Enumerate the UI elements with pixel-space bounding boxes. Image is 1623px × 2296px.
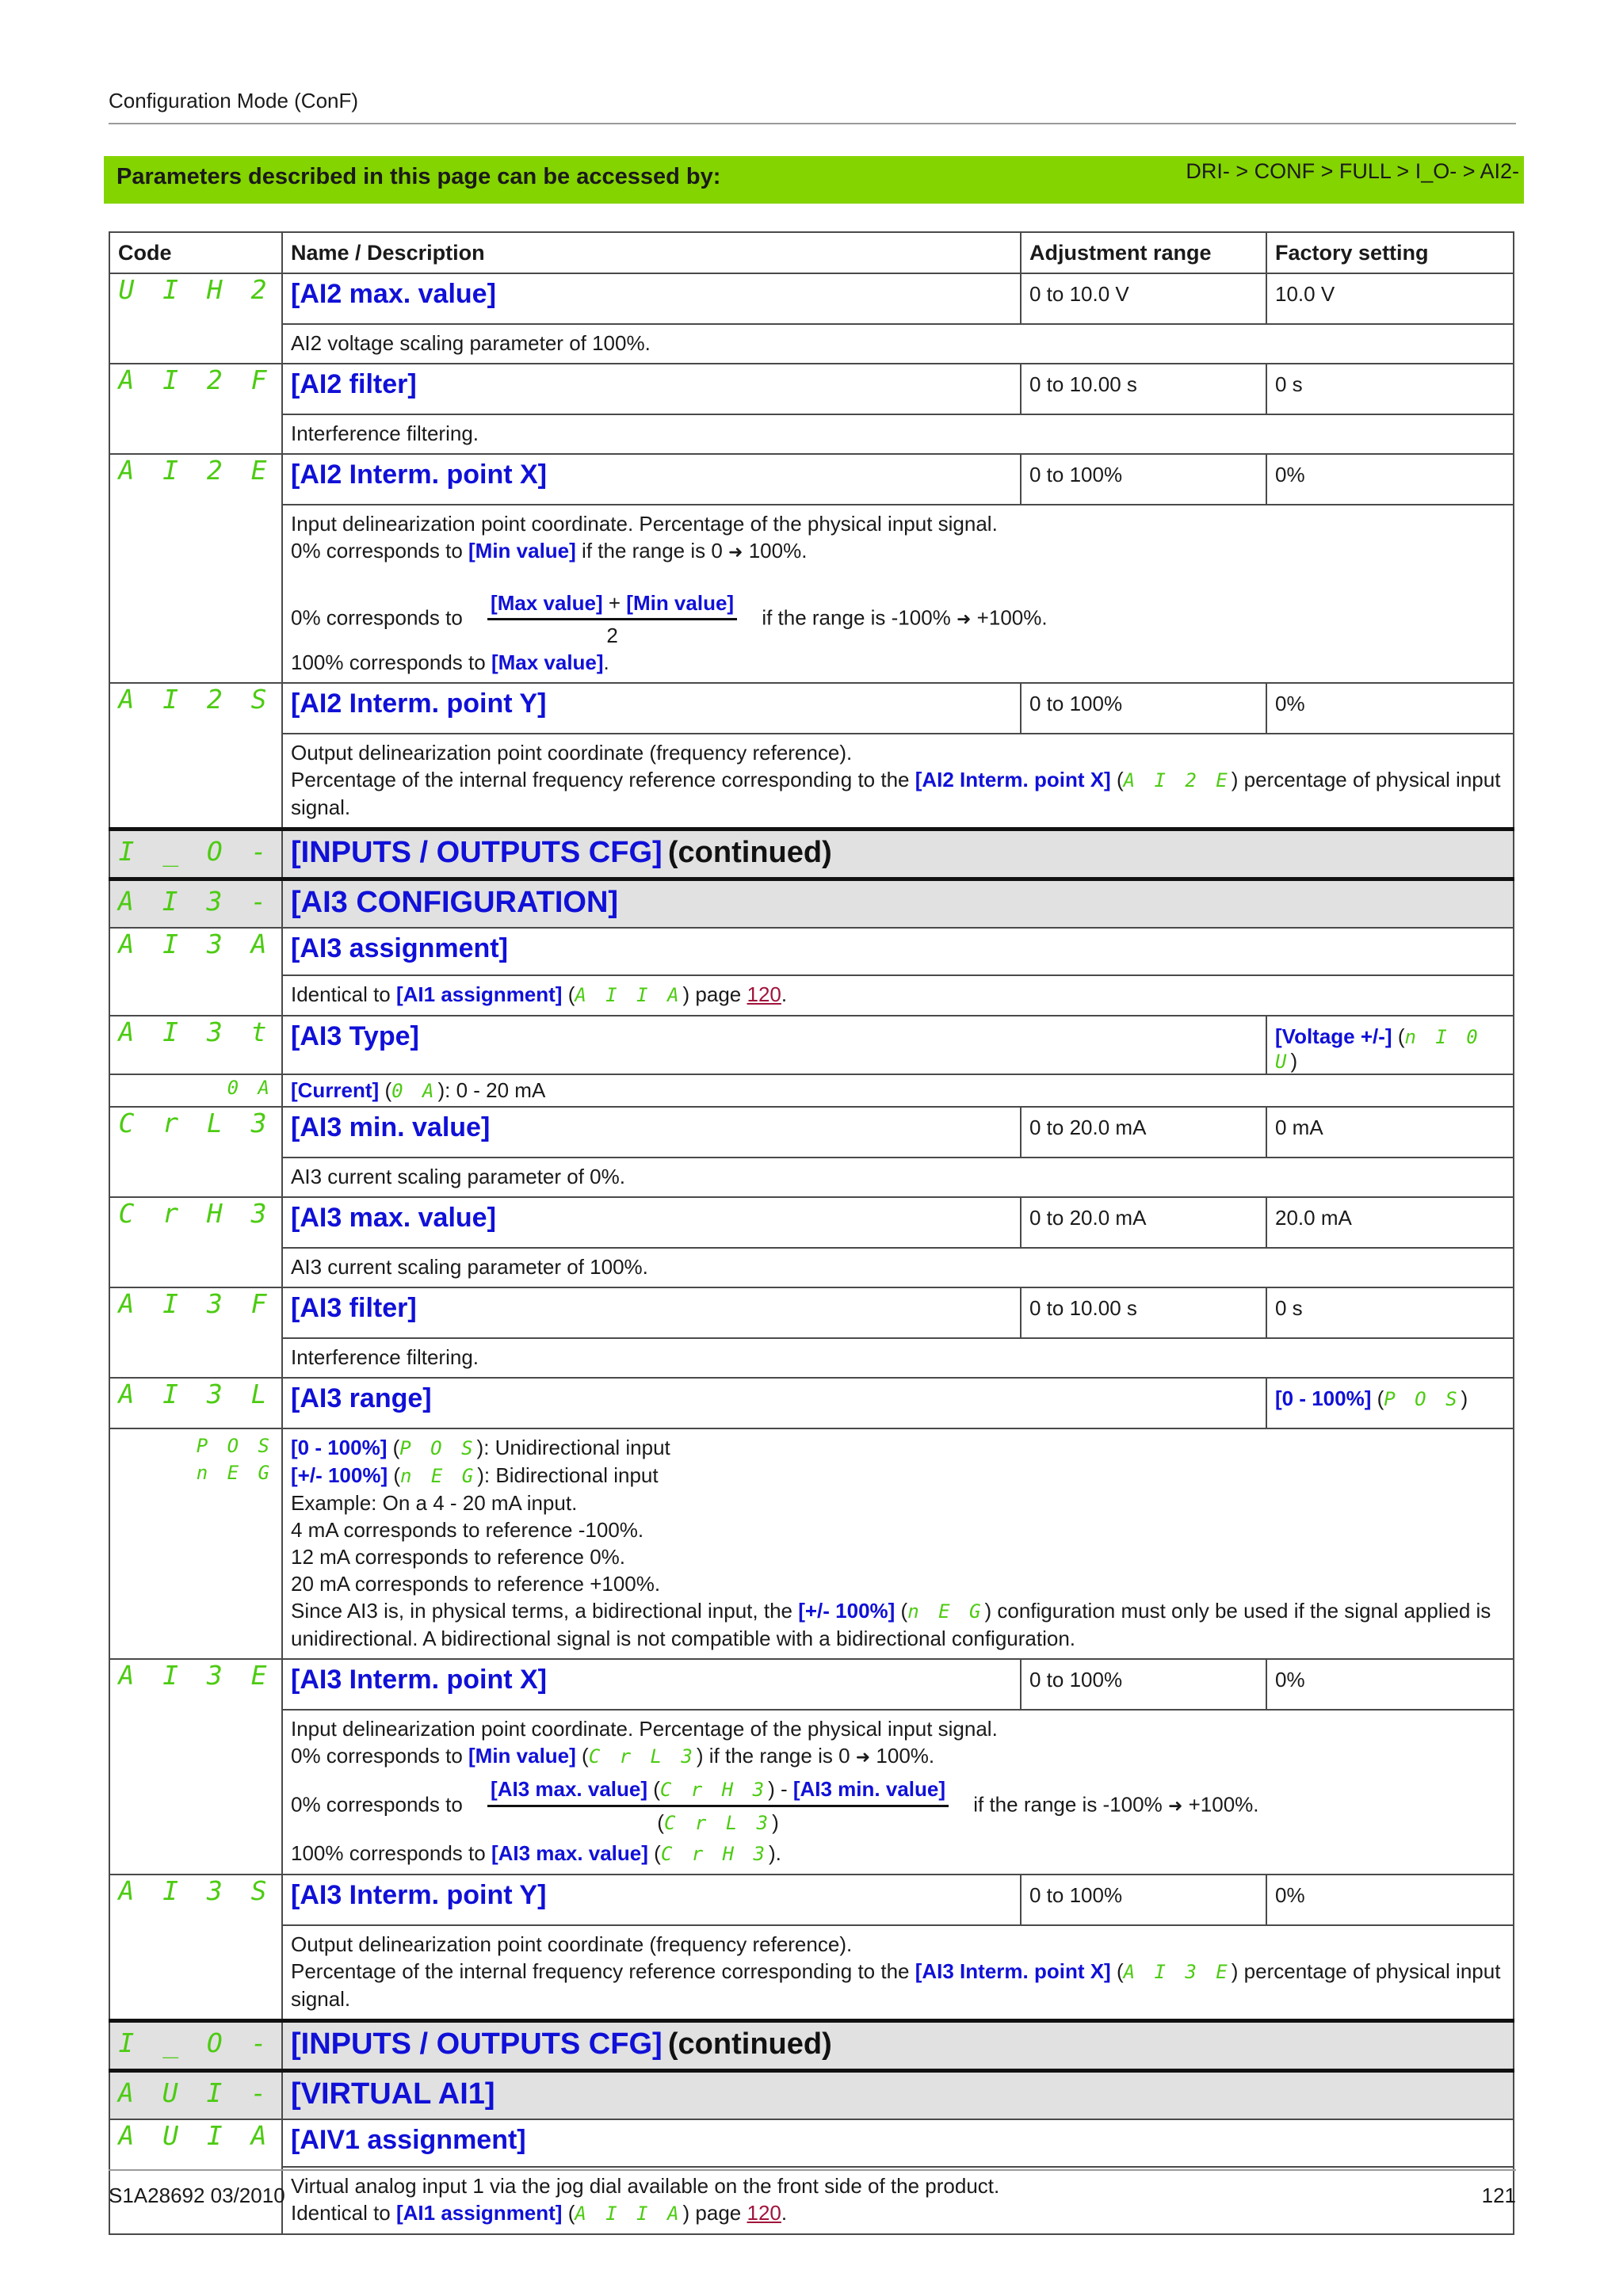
adjustment-range: 0 to 100% [1021,454,1266,505]
arrow-icon: ➜ [728,542,743,562]
adjustment-range: 0 to 10.00 s [1021,1287,1266,1338]
option-rows [109,1428,1514,1659]
section-code: A U I - [118,2077,273,2108]
param-description: Interference filtering. [282,414,1514,454]
param-row-crh3 [109,1197,1514,1248]
parameter-table [109,231,1514,2235]
header-divider [109,123,1516,124]
param-name: [AIV1 assignment] [291,2125,526,2155]
param-description: AI3 current scaling parameter of 0%. [282,1158,1514,1197]
param-code: C r H 3 [118,1198,273,1229]
param-row-ai3e [109,1659,1514,1710]
access-path-banner [104,156,1524,204]
param-code: A I 3 E [118,1660,273,1691]
param-row-auia [109,2119,1514,2167]
section-code: I _ O - [118,2027,273,2058]
param-name: [AI3 Type] [291,1021,419,1051]
col-name: Name / Description [282,232,1021,273]
param-code: A U I A [118,2120,273,2151]
col-range: Adjustment range [1021,232,1266,273]
factory-setting: 0% [1266,454,1514,505]
fraction-formula: $\frac{\text{[Max value] + [Min value]}}{2}$ [487,589,737,649]
param-row-ai3l [109,1378,1514,1428]
param-row-crl3 [109,1107,1514,1158]
col-code: Code [109,232,282,273]
access-path: DRI- > CONF > FULL > I_O- > AI2- [1186,159,1519,183]
section-title: [INPUTS / OUTPUTS CFG] [291,2027,663,2061]
param-row-uih2 [109,273,1514,324]
arrow-icon: ➜ [957,608,972,629]
factory-setting: 0 s [1266,364,1514,414]
param-name: [AI3 max. value] [291,1203,496,1233]
section-code: I _ O - [118,836,273,867]
section-code: A I 3 - [118,886,273,917]
param-description: AI2 voltage scaling parameter of 100%. [282,324,1514,364]
section-title: [INPUTS / OUTPUTS CFG] [291,836,663,869]
param-code: A I 2 E [118,455,273,486]
param-description: Input delinearization point coordinate. Percentage of the physical input signal. 0% corresponds to [Min value] if the range is 0 ➜ 100%. 0% corresponds to $\frac{\text{[Max value] + [Min value]}}{2}$ if the range is -100% ➜ +100%. 100% corresponds to [Max value]. [282,505,1514,683]
param-code: A I 2 F [118,364,273,395]
param-name: [AI3 min. value] [291,1112,491,1142]
page-link[interactable]: 120 [747,2201,781,2225]
adjustment-range: 0 to 100% [1021,1875,1266,1925]
arrow-icon: ➜ [1167,1795,1183,1816]
option-description: [Current] (0 A): 0 - 20 mA [282,1074,1514,1107]
param-description: Virtual analog input 1 via the jog dial available on the front side of the product. Identical to [AI1 assignment] (A I I A) page 120. [282,2167,1514,2234]
option-code: P O S [196,1435,273,1457]
factory-setting: 0% [1266,1875,1514,1925]
param-name: [AI3 Interm. point Y] [291,1880,547,1910]
option-row [109,1074,1514,1107]
adjustment-range: 0 to 100% [1021,683,1266,734]
param-name: [AI3 Interm. point X] [291,1665,547,1695]
param-row-ai3s [109,1875,1514,1925]
factory-setting: 10.0 V [1266,273,1514,324]
section-title: [AI3 CONFIGURATION] [291,886,619,919]
footer-divider [109,2169,1516,2171]
section-row-virtual-ai1 [109,2071,1514,2120]
param-row-ai3t [109,1016,1514,1074]
param-code: U I H 2 [118,274,273,305]
section-title: [VIRTUAL AI1] [291,2077,495,2111]
factory-setting: 0% [1266,683,1514,734]
param-name: [AI2 filter] [291,369,417,399]
page-header-title: Configuration Mode (ConF) [109,89,359,113]
section-row-io: I _ O - [INPUTS / OUTPUTS CFG] (continued) [109,2021,1514,2071]
param-row-ai3f [109,1287,1514,1338]
arrow-icon: ➜ [855,1747,871,1767]
table-header-row [109,232,1514,273]
adjustment-range: 0 to 10.00 s [1021,364,1266,414]
factory-setting: 0 s [1266,1287,1514,1338]
param-name: [AI2 max. value] [291,279,496,309]
fraction-formula: $\frac{\text{[AI3 max. value] (C r H 3) - [AI3 min. value]}}{\text{(C r L 3)}}$ [487,1775,949,1836]
factory-setting: 0% [1266,1659,1514,1710]
param-row-ai2e [109,454,1514,505]
access-label: Parameters described in this page can be accessed by: [116,164,721,189]
adjustment-range: 0 to 10.0 V [1021,273,1266,324]
param-row-ai2s [109,683,1514,734]
param-description: Identical to [AI1 assignment] (A I I A) page 120. [282,975,1514,1016]
param-description: Output delinearization point coordinate (frequency reference). Percentage of the internal frequency reference corresponding to the [AI2 Interm. point X] (A I 2 E) percentage of physical input signal. [282,734,1514,830]
param-description: [0 - 100%] (P O S): Unidirectional input [+/- 100%] (n E G): Bidirectional input Example: On a 4 - 20 mA input. 4 mA corresponds to reference -100%. 12 mA corresponds to reference 0%. 20 mA corresponds to reference +100%. Since AI3 is, in physical terms, a bidirectional input, the [+/- 100%] (n E G) configuration must only be used if the signal applied is unidirectional. A bidirectional signal is not compatible with a bidirectional configuration. [282,1428,1514,1659]
param-description: AI3 current scaling parameter of 100%. [282,1248,1514,1287]
factory-setting: [0 - 100%] (P O S) [1266,1378,1514,1428]
factory-setting: 20.0 mA [1266,1197,1514,1248]
param-code: A I 3 A [118,929,273,959]
param-row-ai3a [109,928,1514,975]
param-name: [AI3 filter] [291,1293,417,1323]
page-link[interactable]: 120 [747,982,781,1006]
factory-setting: 0 mA [1266,1107,1514,1158]
param-description: Output delinearization point coordinate (frequency reference). Percentage of the internal frequency reference corresponding to the [AI3 Interm. point X] (A I 3 E) percentage of physical input signal. [282,1925,1514,2021]
adjustment-range: 0 to 20.0 mA [1021,1107,1266,1158]
adjustment-range: 0 to 100% [1021,1659,1266,1710]
param-description: Interference filtering. [282,1338,1514,1378]
param-code: C r L 3 [118,1108,273,1138]
param-code: A I 3 t [118,1016,273,1047]
adjustment-range: 0 to 20.0 mA [1021,1197,1266,1248]
param-code: A I 3 S [118,1875,273,1906]
param-code: A I 3 F [118,1288,273,1319]
footer-page-number: 121 [1481,2183,1516,2207]
param-name: [AI2 Interm. point X] [291,460,547,490]
factory-setting: [Voltage +/-] (n I 0 U) [1266,1016,1514,1074]
footer-doc-id: S1A28692 03/2010 [109,2183,285,2207]
param-name: [AI3 range] [291,1383,432,1413]
section-row-ai3 [109,879,1514,929]
param-name: [AI3 assignment] [291,933,508,963]
option-code: n E G [196,1462,273,1484]
param-description: Input delinearization point coordinate. Percentage of the physical input signal. 0% corresponds to [Min value] (C r L 3) if the range is 0 ➜ 100%. 0% corresponds to $\frac{\text{[AI3 max. value] (C r H 3) - [AI3 min. value]}}{\text{(C r L 3)}}$ if the range is -100% ➜ +100%. 100% corresponds to [AI3 max. value] (C r H 3). [282,1710,1514,1875]
option-code: 0 A [227,1077,273,1099]
param-name: [AI2 Interm. point Y] [291,688,547,719]
param-row-ai2f [109,364,1514,414]
col-factory: Factory setting [1266,232,1514,273]
param-code: A I 3 L [118,1379,273,1409]
section-row-io: I _ O - [INPUTS / OUTPUTS CFG] (continued) [109,830,1514,879]
param-code: A I 2 S [118,684,273,715]
